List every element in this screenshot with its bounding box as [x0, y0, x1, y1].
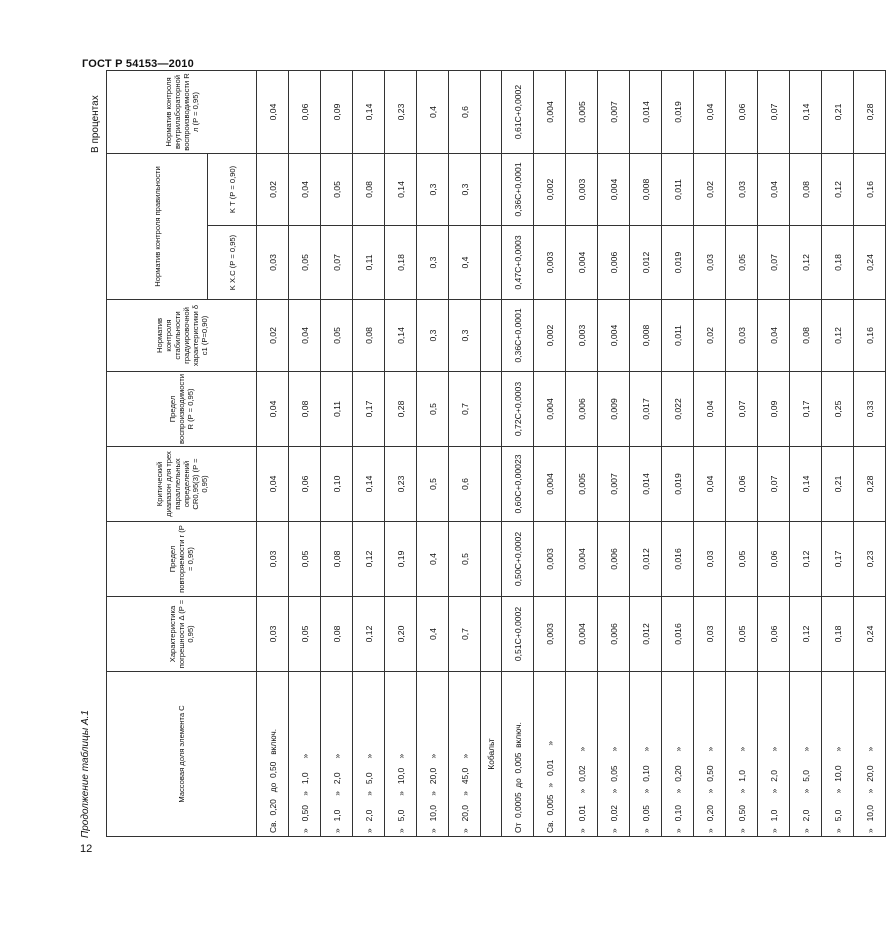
value-cell: 0,11 — [353, 226, 385, 300]
value-cell: 0,006 — [598, 522, 630, 597]
header-critical-range: Критический диапазон для трех параллельных определений CR0,95(3) (P = 0,95) — [107, 447, 257, 522]
value-cell: 0,006 — [598, 226, 630, 300]
value-cell: 0,004 — [566, 522, 598, 597]
empty-cell — [481, 154, 502, 226]
value-cell: 0,72C+0,0003 — [502, 372, 534, 447]
value-cell: 0,11 — [321, 372, 353, 447]
table-row — [289, 71, 321, 837]
value-cell: 0,20 — [385, 597, 417, 672]
header-error: Характеристика погрешности Δ (P = 0,95) — [107, 597, 257, 672]
row-range-cell: » 5,0 » 10,0 » — [385, 672, 417, 837]
table-row — [566, 71, 598, 837]
value-cell: 0,50C+0,0002 — [502, 522, 534, 597]
value-cell: 0,04 — [257, 372, 289, 447]
value-cell: 0,011 — [662, 300, 694, 372]
value-cell: 0,004 — [534, 447, 566, 522]
empty-cell — [481, 522, 502, 597]
table-row — [630, 71, 662, 837]
value-cell: 0,02 — [257, 300, 289, 372]
header-mass-fraction: Массовая доля элемента С — [107, 672, 257, 837]
value-cell: 0,7 — [449, 372, 481, 447]
value-cell: 0,004 — [566, 226, 598, 300]
value-cell: 0,17 — [822, 522, 854, 597]
value-cell: 0,03 — [726, 300, 758, 372]
value-cell: 0,012 — [630, 522, 662, 597]
section-row — [481, 71, 502, 837]
row-range-cell: » 20,0 » 45,0 » — [449, 672, 481, 837]
value-cell: 0,003 — [534, 226, 566, 300]
header-repeatability: Предел повторяемости r (P = 0,95) — [107, 522, 257, 597]
value-cell: 0,06 — [289, 447, 321, 522]
row-range-cell: » 2,0 » 5,0 » — [790, 672, 822, 837]
value-cell: 0,14 — [790, 447, 822, 522]
value-cell: 0,005 — [566, 447, 598, 522]
row-range-cell: » 0,02 » 0,05 » — [598, 672, 630, 837]
value-cell: 0,05 — [321, 300, 353, 372]
value-cell: 0,012 — [630, 597, 662, 672]
value-cell: 0,03 — [257, 226, 289, 300]
value-cell: 0,47C+0,0003 — [502, 226, 534, 300]
table-row — [822, 71, 854, 837]
value-cell: 0,33 — [854, 372, 886, 447]
row-range-cell: » 0,50 » 1,0 » — [726, 672, 758, 837]
value-cell: 0,28 — [854, 447, 886, 522]
table-row — [417, 71, 449, 837]
value-cell: 0,016 — [662, 597, 694, 672]
row-range-cell: » 10,0 » 20,0 » — [417, 672, 449, 837]
row-range-cell: » 0,05 » 0,10 » — [630, 672, 662, 837]
table-row — [662, 71, 694, 837]
empty-cell — [481, 300, 502, 372]
value-cell: 0,23 — [385, 447, 417, 522]
value-cell: 0,24 — [854, 226, 886, 300]
value-cell: 0,4 — [417, 71, 449, 154]
value-cell: 0,002 — [534, 300, 566, 372]
value-cell: 0,03 — [257, 522, 289, 597]
value-cell: 0,3 — [417, 154, 449, 226]
value-cell: 0,04 — [257, 71, 289, 154]
value-cell: 0,3 — [417, 300, 449, 372]
value-cell: 0,017 — [630, 372, 662, 447]
value-cell: 0,09 — [321, 71, 353, 154]
value-cell: 0,07 — [758, 71, 790, 154]
value-cell: 0,16 — [854, 154, 886, 226]
value-cell: 0,008 — [630, 154, 662, 226]
value-cell: 0,019 — [662, 447, 694, 522]
empty-cell — [481, 226, 502, 300]
row-range-cell: От 0,0005 до 0,005 включ. — [502, 672, 534, 837]
row-range-cell: Св. 0,005 » 0,01 » — [534, 672, 566, 837]
value-cell: 0,03 — [257, 597, 289, 672]
value-cell: 0,06 — [726, 71, 758, 154]
value-cell: 0,14 — [790, 71, 822, 154]
value-cell: 0,12 — [353, 522, 385, 597]
empty-cell — [481, 597, 502, 672]
value-cell: 0,17 — [790, 372, 822, 447]
value-cell: 0,12 — [822, 154, 854, 226]
value-cell: 0,21 — [822, 71, 854, 154]
value-cell: 0,4 — [417, 522, 449, 597]
value-cell: 0,06 — [726, 447, 758, 522]
value-cell: 0,006 — [566, 372, 598, 447]
value-cell: 0,3 — [449, 154, 481, 226]
value-cell: 0,06 — [289, 71, 321, 154]
value-cell: 0,022 — [662, 372, 694, 447]
value-cell: 0,6 — [449, 447, 481, 522]
table-row — [598, 71, 630, 837]
value-cell: 0,08 — [790, 300, 822, 372]
row-range-cell: » 0,10 » 0,20 » — [662, 672, 694, 837]
value-cell: 0,03 — [694, 522, 726, 597]
empty-cell — [481, 447, 502, 522]
value-cell: 0,09 — [758, 372, 790, 447]
value-cell: 0,5 — [417, 447, 449, 522]
value-cell: 0,14 — [353, 71, 385, 154]
value-cell: 0,28 — [854, 71, 886, 154]
value-cell: 0,07 — [758, 226, 790, 300]
header-reproducibility: Предел воспроизводимости R (P = 0,95) — [107, 372, 257, 447]
value-cell: 0,18 — [822, 597, 854, 672]
value-cell: 0,04 — [257, 447, 289, 522]
row-range-cell: » 1,0 » 2,0 » — [758, 672, 790, 837]
value-cell: 0,5 — [449, 522, 481, 597]
table-continuation-title: Продолжение таблицы А.1 — [80, 710, 91, 838]
value-cell: 0,002 — [534, 154, 566, 226]
value-cell: 0,7 — [449, 597, 481, 672]
value-cell: 0,07 — [321, 226, 353, 300]
row-range-cell: Св. 0,20 до 0,50 включ. — [257, 672, 289, 837]
value-cell: 0,02 — [694, 300, 726, 372]
row-range-cell: » 0,01 » 0,02 » — [566, 672, 598, 837]
value-cell: 0,04 — [758, 300, 790, 372]
value-cell: 0,19 — [385, 522, 417, 597]
value-cell: 0,004 — [534, 372, 566, 447]
row-range-cell: » 0,50 » 1,0 » — [289, 672, 321, 837]
value-cell: 0,5 — [417, 372, 449, 447]
value-cell: 0,004 — [566, 597, 598, 672]
value-cell: 0,008 — [630, 300, 662, 372]
value-cell: 0,12 — [822, 300, 854, 372]
value-cell: 0,04 — [694, 447, 726, 522]
value-cell: 0,019 — [662, 226, 694, 300]
value-cell: 0,10 — [321, 447, 353, 522]
value-cell: 0,004 — [598, 300, 630, 372]
value-cell: 0,012 — [630, 226, 662, 300]
value-cell: 0,03 — [694, 597, 726, 672]
document-code: ГОСТ Р 54153—2010 — [82, 58, 194, 70]
value-cell: 0,04 — [694, 372, 726, 447]
table-row — [502, 71, 534, 837]
value-cell: 0,06 — [758, 597, 790, 672]
empty-cell — [481, 372, 502, 447]
value-cell: 0,12 — [790, 226, 822, 300]
value-cell: 0,05 — [289, 597, 321, 672]
row-range-cell: » 10,0 » 20,0 » — [854, 672, 886, 837]
value-cell: 0,004 — [534, 71, 566, 154]
value-cell: 0,003 — [566, 154, 598, 226]
unit-note: В процентах — [90, 95, 101, 153]
value-cell: 0,61C+0,0002 — [502, 71, 534, 154]
value-cell: 0,04 — [289, 300, 321, 372]
table-row — [534, 71, 566, 837]
header-intralab-reproducibility: Норматив контроля внутрилабораторной воспроизводимости R л (P = 0,95) — [107, 71, 257, 154]
value-cell: 0,06 — [758, 522, 790, 597]
value-cell: 0,05 — [289, 226, 321, 300]
value-cell: 0,18 — [822, 226, 854, 300]
value-cell: 0,08 — [289, 372, 321, 447]
header-k-t: K Т (P = 0,90) — [208, 154, 257, 226]
value-cell: 0,24 — [854, 597, 886, 672]
value-cell: 0,23 — [854, 522, 886, 597]
value-cell: 0,014 — [630, 447, 662, 522]
section-label: Кобальт — [481, 672, 502, 837]
data-table — [106, 70, 886, 837]
value-cell: 0,16 — [854, 300, 886, 372]
table-row — [385, 71, 417, 837]
value-cell: 0,51C+0,0002 — [502, 597, 534, 672]
table-row — [353, 71, 385, 837]
value-cell: 0,12 — [790, 597, 822, 672]
value-cell: 0,25 — [822, 372, 854, 447]
value-cell: 0,14 — [353, 447, 385, 522]
rotated-table-wrapper — [106, 73, 875, 837]
value-cell: 0,02 — [694, 154, 726, 226]
empty-cell — [481, 71, 502, 154]
header-accuracy-group: Норматив контроля правильности — [107, 154, 208, 300]
table-row — [321, 71, 353, 837]
value-cell: 0,17 — [353, 372, 385, 447]
value-cell: 0,003 — [566, 300, 598, 372]
value-cell: 0,08 — [790, 154, 822, 226]
value-cell: 0,007 — [598, 71, 630, 154]
value-cell: 0,04 — [758, 154, 790, 226]
row-range-cell: » 5,0 » 10,0 » — [822, 672, 854, 837]
table-row — [726, 71, 758, 837]
value-cell: 0,007 — [598, 447, 630, 522]
value-cell: 0,4 — [417, 597, 449, 672]
value-cell: 0,08 — [353, 154, 385, 226]
value-cell: 0,14 — [385, 154, 417, 226]
value-cell: 0,03 — [694, 226, 726, 300]
page-number: 12 — [80, 843, 93, 855]
table-row — [694, 71, 726, 837]
table-row — [790, 71, 822, 837]
value-cell: 0,3 — [449, 300, 481, 372]
value-cell: 0,21 — [822, 447, 854, 522]
value-cell: 0,05 — [726, 597, 758, 672]
value-cell: 0,36C+0,0001 — [502, 300, 534, 372]
value-cell: 0,003 — [534, 522, 566, 597]
value-cell: 0,12 — [353, 597, 385, 672]
value-cell: 0,28 — [385, 372, 417, 447]
value-cell: 0,009 — [598, 372, 630, 447]
value-cell: 0,07 — [726, 372, 758, 447]
value-cell: 0,07 — [758, 447, 790, 522]
value-cell: 0,08 — [321, 522, 353, 597]
value-cell: 0,36C+0,0001 — [502, 154, 534, 226]
value-cell: 0,016 — [662, 522, 694, 597]
value-cell: 0,005 — [566, 71, 598, 154]
value-cell: 0,08 — [353, 300, 385, 372]
table-row — [758, 71, 790, 837]
header-calibration-stability: Норматив контроля стабильности градуировочной характеристики δ с1 (P=0,90) — [107, 300, 257, 372]
value-cell: 0,18 — [385, 226, 417, 300]
row-range-cell: » 1,0 » 2,0 » — [321, 672, 353, 837]
value-cell: 0,6 — [449, 71, 481, 154]
header-k-xc: K Х.С (P = 0,95) — [208, 226, 257, 300]
value-cell: 0,03 — [726, 154, 758, 226]
value-cell: 0,4 — [449, 226, 481, 300]
value-cell: 0,02 — [257, 154, 289, 226]
value-cell: 0,05 — [726, 226, 758, 300]
value-cell: 0,12 — [790, 522, 822, 597]
value-cell: 0,23 — [385, 71, 417, 154]
value-cell: 0,05 — [726, 522, 758, 597]
value-cell: 0,014 — [630, 71, 662, 154]
value-cell: 0,006 — [598, 597, 630, 672]
value-cell: 0,60C+0,00023 — [502, 447, 534, 522]
value-cell: 0,004 — [598, 154, 630, 226]
value-cell: 0,05 — [289, 522, 321, 597]
table-row — [449, 71, 481, 837]
value-cell: 0,011 — [662, 154, 694, 226]
table-row — [257, 71, 289, 837]
value-cell: 0,14 — [385, 300, 417, 372]
value-cell: 0,003 — [534, 597, 566, 672]
table-row — [854, 71, 886, 837]
row-range-cell: » 2,0 » 5,0 » — [353, 672, 385, 837]
row-range-cell: » 0,20 » 0,50 » — [694, 672, 726, 837]
value-cell: 0,04 — [289, 154, 321, 226]
value-cell: 0,05 — [321, 154, 353, 226]
value-cell: 0,04 — [694, 71, 726, 154]
value-cell: 0,019 — [662, 71, 694, 154]
value-cell: 0,08 — [321, 597, 353, 672]
value-cell: 0,3 — [417, 226, 449, 300]
